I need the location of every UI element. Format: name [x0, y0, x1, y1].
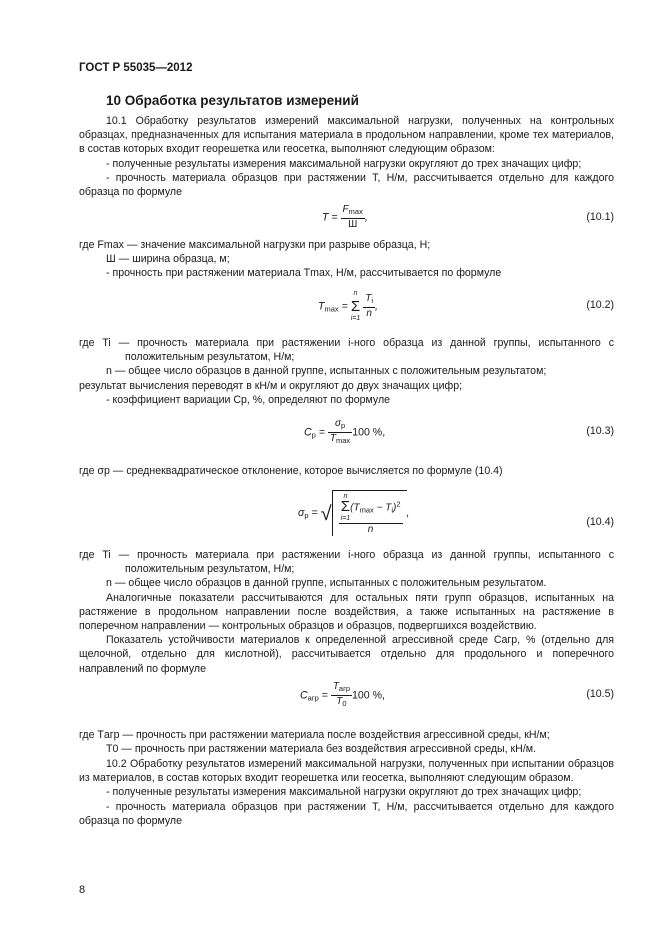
- definitions-10-5: [79, 728, 614, 756]
- formula-10-5: $C_{агр}$ = $\frac{T_{агр}}{T_0}$ 100 %,: [300, 681, 385, 708]
- paragraph-10-1-intro: 10.1 Обработку результатов измерений максимальной нагрузки, полученных на контрольных образцах, предназначенных для испытания материала в продольном направлении, кроме тех материалов, в состав которых входит георешетка или геосетка, выполняют следующим образом:: [79, 115, 614, 156]
- definition-sigma: где σp — среднеквадратическое отклонение, которое вычисляется по формуле (10.4): [79, 465, 503, 477]
- list-item: - прочность материала образцов при растяжении T, Н/м, рассчитывается отдельно для каждого образца по формуле: [79, 171, 614, 199]
- percent-factor: 100 %,: [352, 689, 385, 702]
- definition-ti: где Ti — прочность материала при растяжении i-ного образца из данной группы, испытанного с положительным результатом, Н/м;: [79, 337, 614, 364]
- list-item: - прочность материала образцов при растяжении T, Н/м, рассчитывается отдельно для каждого образца по формуле: [79, 800, 614, 827]
- percent-factor: 100 %,: [352, 426, 386, 439]
- formula-10-3: $C_p$ = $\frac{\sigma_p}{T_{max}}$ 100 %,: [304, 418, 386, 445]
- definition-width: Ш — ширина образца, м;: [106, 253, 230, 266]
- definition-fmax: где Fmax — значение максимальной нагрузки при разрыве образца, Н;: [79, 239, 431, 251]
- paragraph-10-1: [79, 114, 614, 199]
- formula-10-2: $T_{max}$ = n Σ i=1 $\frac{T_i}{n}$ ,: [318, 290, 378, 322]
- equation-number: (10.5): [586, 688, 614, 700]
- definitions-10-4: [79, 548, 614, 676]
- equation-number-value: 10.2: [589, 299, 611, 311]
- paragraph-10-2: [79, 757, 614, 828]
- equation-number-value: 10.5: [589, 688, 611, 700]
- list-item: - прочность при растяжении материала Tmax, Н/м, рассчитывается по формуле: [106, 267, 502, 280]
- definition-t0: T0 — прочность при растяжении материала без воздействия агрессивной среды, кН/м.: [106, 743, 536, 756]
- equation-number-value: 10.1: [589, 211, 611, 223]
- formula-10-4: $\sigma_p$ = √ n Σ i=1 $(T_{max} - T_i)^2$ n ,: [298, 490, 409, 536]
- definitions-10-3: [79, 464, 614, 478]
- definitions-10-2: [79, 336, 614, 407]
- definition-n: n — общее число образцов в данной группе, испытанных с положительным результатом;: [106, 365, 547, 378]
- paragraph-analog: Аналогичные показатели рассчитываются для остальных пяти групп образцов, испытанных на растяжение в продольном направлении после воздействия, а также испытанных на растяжение в поперечном направлении — контрольных образцов и образцов, подвергшихся воздействию.: [79, 591, 614, 633]
- equation-number: (10.2): [586, 299, 614, 311]
- page-number: 8: [79, 884, 86, 896]
- list-item: - полученные результаты измерения максимальной нагрузки округляют до трех значащих цифр;: [106, 157, 582, 170]
- definition-tagr: где Tагр — прочность при растяжении материала после воздействия агрессивной среды, кН/м;: [79, 729, 550, 741]
- definition-ti: где Ti — прочность материала при растяжении i-ного образца из данной группы, испытанного с положительным результатом, Н/м;: [79, 549, 614, 576]
- equation-number-value: 10.4: [589, 516, 611, 528]
- paragraph-resistance: Показатель устойчивости материалов к определенной агрессивной среде Cагр, % (отдельно для щелочной, отдельно для кислотной), рассчитывается отдельно для продольного и поперечного направлений по формуле: [79, 634, 614, 675]
- result-note: результат вычисления переводят в кН/м и округляют до двух значащих цифр;: [79, 379, 463, 392]
- equation-number: (10.3): [586, 425, 614, 437]
- equation-number-value: 10.3: [589, 425, 611, 437]
- section-title: 10 Обработка результатов измерений: [106, 93, 359, 108]
- equation-number: (10.1): [586, 211, 614, 223]
- list-item: - коэффициент вариации Cp, %, определяют по формуле: [106, 393, 391, 406]
- definitions-10-1: [79, 238, 614, 281]
- equation-number: (10.4): [586, 516, 614, 528]
- formula-10-1: T = $\frac{F_{max}}{Ш}$ ,: [322, 204, 368, 230]
- definition-n: n — общее число образцов в данной группе, испытанных с положительным результатом.: [106, 577, 547, 590]
- doc-header: ГОСТ Р 55035—2012: [79, 62, 193, 74]
- paragraph-10-2-intro: 10.2 Обработку результатов измерений максимальной нагрузки, полученных при испытании образцов из материалов, в состав которых входит георешетка или геосетка, выполняют следующим образом.: [79, 758, 614, 785]
- list-item: - полученные результаты измерения максимальной нагрузки округляют до трех значащих цифр;: [106, 786, 582, 799]
